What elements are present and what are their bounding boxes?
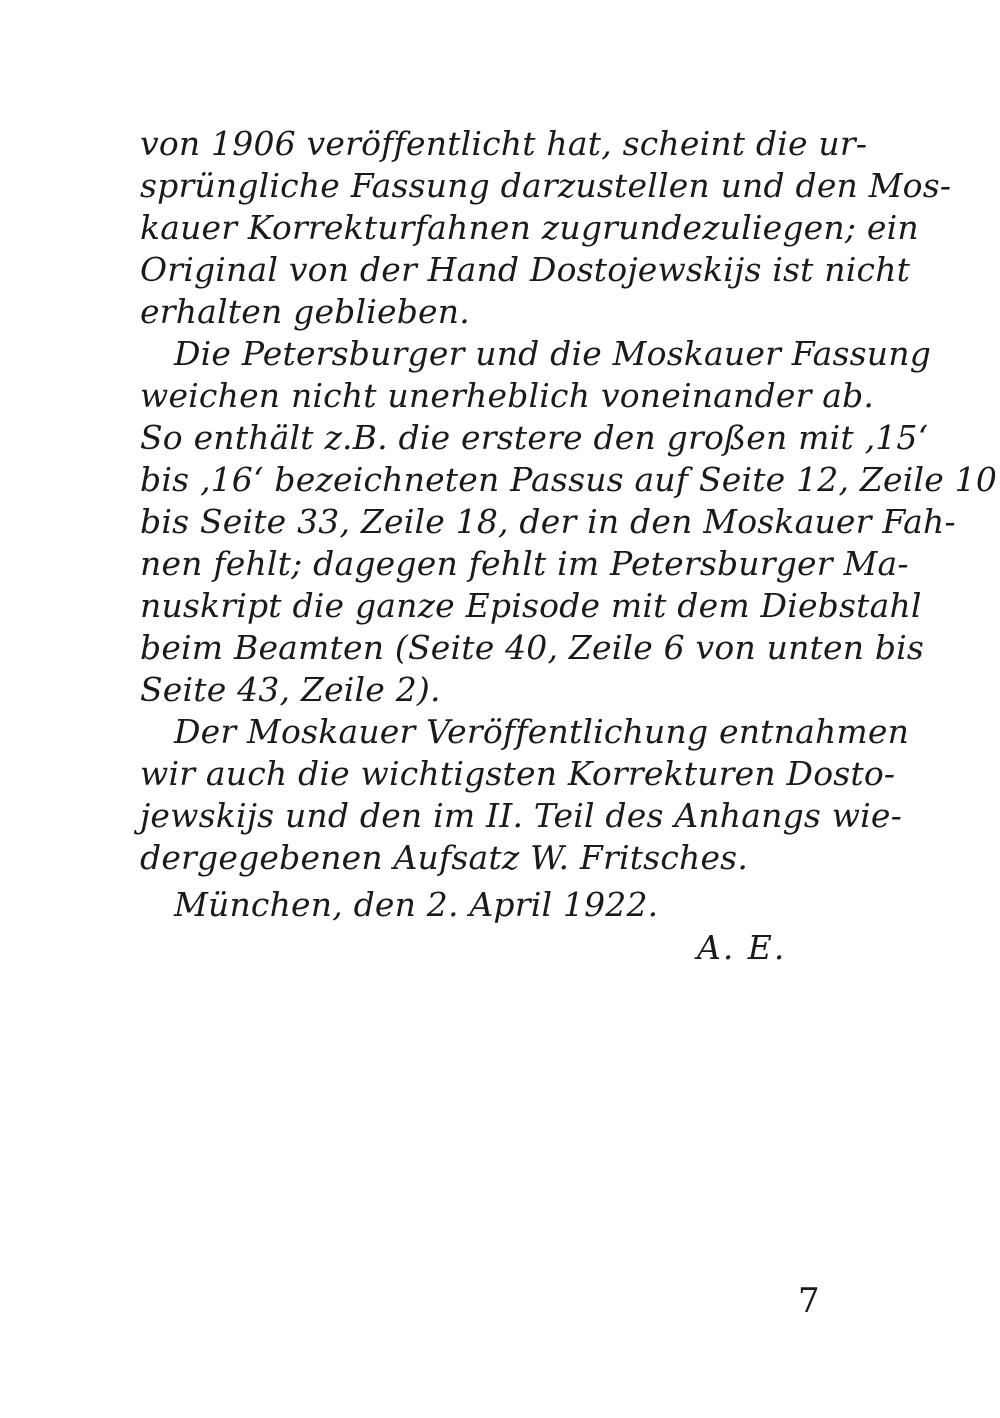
text-line: Original von der Hand Dostojewskijs ist nicht <box>140 250 911 289</box>
text-line: sprüngliche Fassung darzustellen und den Mos- <box>140 166 952 205</box>
text-line: kauer Korrekturfahnen zugrundezuliegen; ein <box>140 208 919 247</box>
text-line: wir auch die wichtigsten Korrekturen Dosto- <box>140 754 896 793</box>
text-line: So enthält z.B. die erstere den großen mit ‚15‘ <box>140 418 929 457</box>
text-line: dergegebenen Aufsatz W. Fritsches. <box>140 838 749 877</box>
text-line: erhalten geblieben. <box>140 292 470 331</box>
text-line: Die Petersburger und die Moskauer Fassung <box>174 334 932 373</box>
text-line: von 1906 veröffentlicht hat, scheint die ur- <box>140 124 868 163</box>
page-number: 7 <box>798 1281 820 1321</box>
text-line: bis ‚16‘ bezeichneten Passus auf Seite 12, Zeile 10 <box>140 460 998 499</box>
text-line: weichen nicht unerheblich voneinander ab. <box>140 376 875 415</box>
text-line: bis Seite 33, Zeile 18, der in den Moskauer Fah- <box>140 502 956 541</box>
text-line: nen fehlt; dagegen fehlt im Petersburger Ma- <box>140 544 909 583</box>
text-line: nuskript die ganze Episode mit dem Diebstahl <box>140 586 922 625</box>
signature: A. E. <box>697 928 787 967</box>
text-line: Seite 43, Zeile 2). <box>140 670 441 709</box>
text-line: jewskijs und den im II. Teil des Anhangs wie- <box>140 796 903 835</box>
text-line: beim Beamten (Seite 40, Zeile 6 von unten bis <box>140 628 925 667</box>
date-line: München, den 2. April 1922. <box>174 885 659 924</box>
text-line: Der Moskauer Veröffentlichung entnahmen <box>174 712 910 751</box>
